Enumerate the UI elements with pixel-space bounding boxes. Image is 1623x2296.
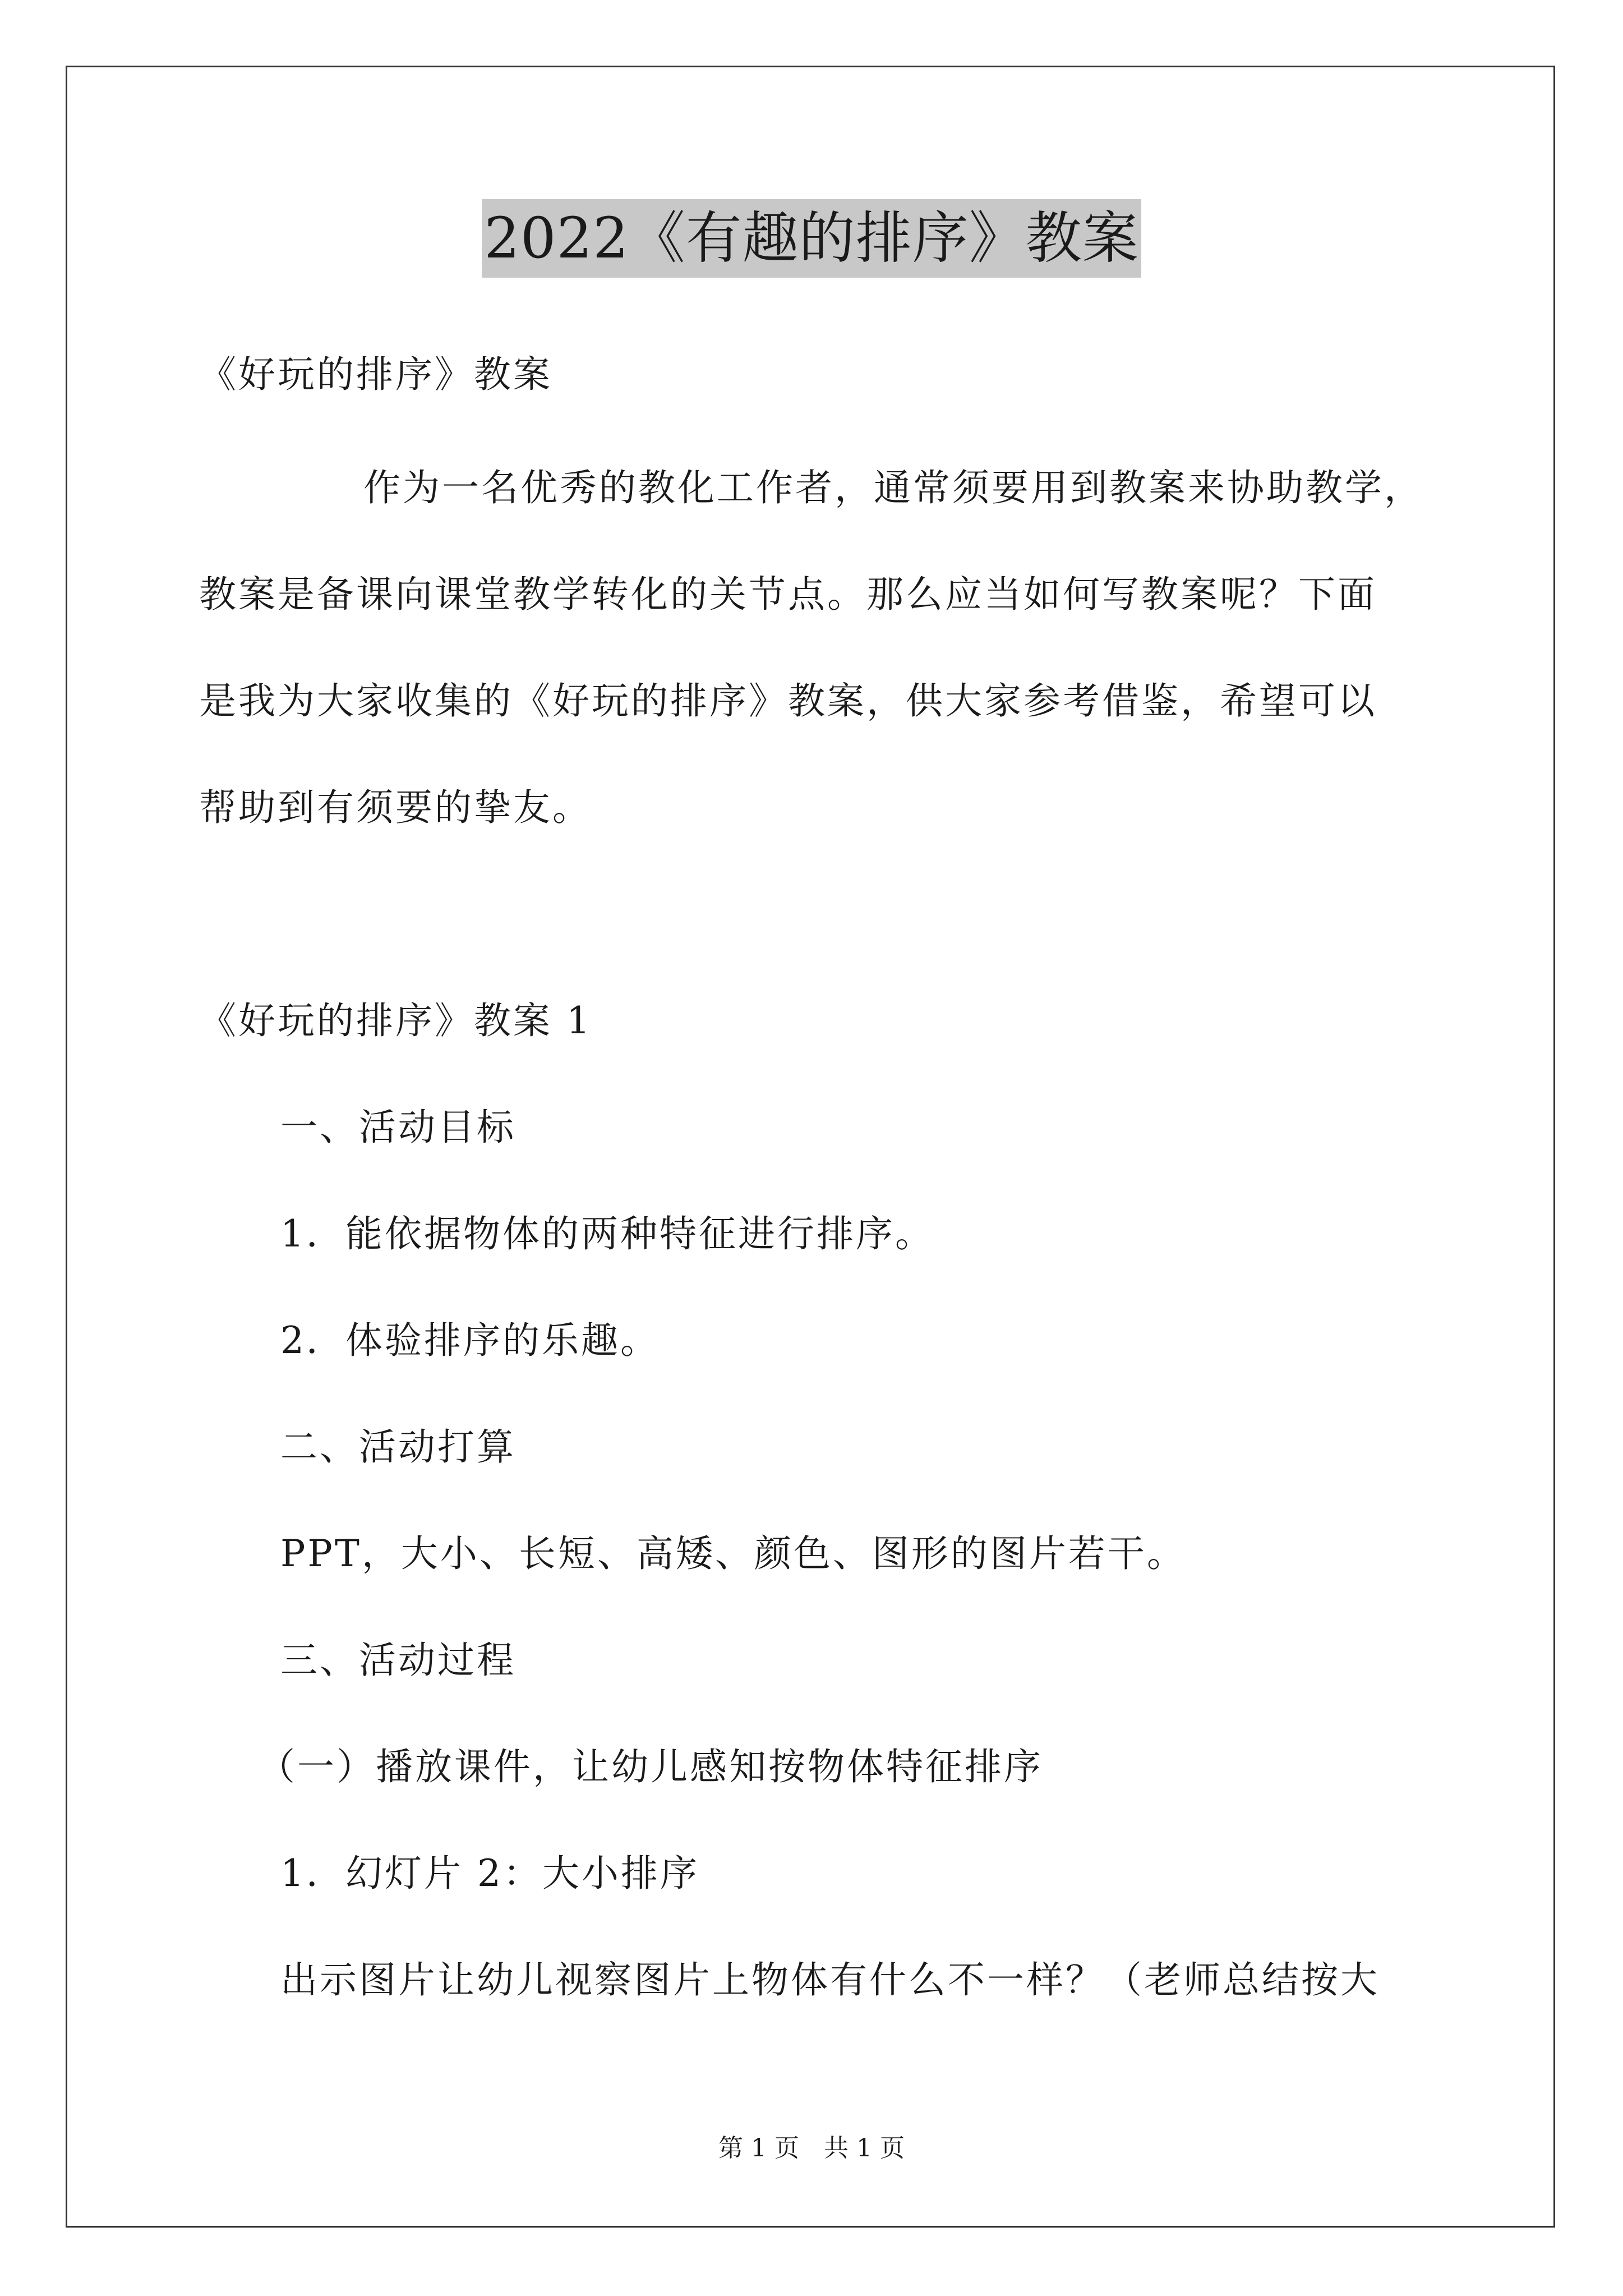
body-line-1: 一、活动目标 <box>280 1106 516 1149</box>
body-line-6: 三、活动过程 <box>280 1639 516 1682</box>
section-title: 《好玩的排序》教案 1 <box>199 999 592 1042</box>
body-line-3: 2．体验排序的乐趣。 <box>280 1319 660 1362</box>
document-subtitle: 《好玩的排序》教案 <box>199 353 552 396</box>
body-line-9: 出示图片让幼儿视察图片上物体有什么不一样？（老师总结按大 <box>280 1958 1380 2001</box>
body-line-4: 二、活动打算 <box>280 1425 516 1469</box>
intro-line-4: 帮助到有须要的挚友。 <box>199 786 592 829</box>
document-title: 2022《有趣的排序》教案 <box>482 199 1141 278</box>
intro-line-3: 是我为大家收集的《好玩的排序》教案，供大家参考借鉴，希望可以 <box>199 679 1377 723</box>
body-line-5: PPT，大小、长短、高矮、颜色、图形的图片若干。 <box>280 1532 1186 1575</box>
intro-line-1: 作为一名优秀的教化工作者，通常须要用到教案来协助教学， <box>363 466 1423 509</box>
body-line-8: 1．幻灯片 2：大小排序 <box>280 1852 699 1895</box>
title-container <box>0 199 1623 278</box>
page-footer: 第 1 页 共 1 页 <box>718 2134 905 2162</box>
body-line-7: （一）播放课件，让幼儿感知按物体特征排序 <box>258 1745 1043 1788</box>
intro-line-2: 教案是备课向课堂教学转化的关节点。那么应当如何写教案呢？下面 <box>199 573 1377 616</box>
body-line-2: 1．能依据物体的两种特征进行排序。 <box>280 1212 934 1255</box>
